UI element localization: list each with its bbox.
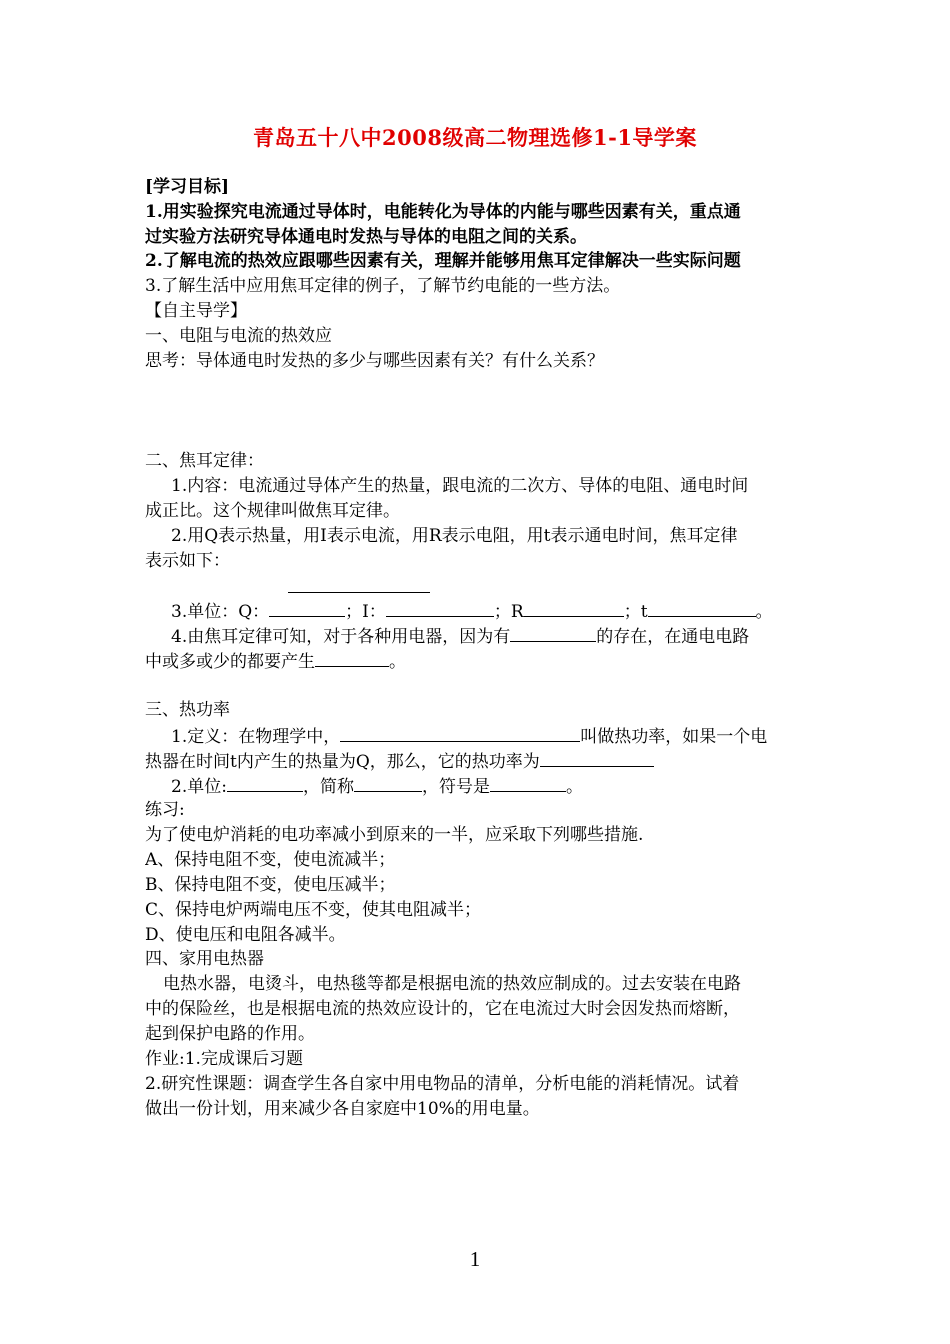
formula-answer-line: [288, 592, 430, 593]
unit-short-blank: [354, 773, 422, 792]
practice-option-d: D、使电压和电阻各减半。: [145, 925, 346, 945]
practice-option-c: C、保持电炉两端电压不变，使其电阻减半；: [145, 900, 482, 920]
inference-b-prefix: 中或多或少的都要产生: [145, 652, 315, 672]
t-unit-blank: [648, 598, 756, 617]
inference-blank-1: [510, 623, 596, 642]
document-title: 青岛五十八中2008级高二物理选修1-1导学案: [253, 125, 697, 150]
section-1-question: 思考：导体通电时发热的多少与哪些因素有关？有什么关系？: [145, 351, 604, 371]
unit-blank: [227, 773, 303, 792]
inference-b-suffix: 。: [389, 652, 406, 672]
def-b-prefix: 热器在时间t内产生的热量为Q，那么，它的热功率为: [145, 752, 540, 772]
self-study-heading: 【自主导学】: [145, 301, 247, 321]
unit-short-label: ，简称: [302, 777, 354, 797]
heat-power-def-line-b: [145, 748, 815, 775]
r-unit-blank: [524, 598, 624, 617]
unit-prefix: 2.单位:: [171, 777, 227, 797]
joule-content-line-a: 1.内容：电流通过导体产生的热量，跟电流的二次方、导体的电阻、通电时间: [171, 476, 749, 496]
inference-prefix: 4.由焦耳定律可知，对于各种用电器，因为有: [171, 627, 511, 647]
def-blank: [340, 723, 580, 742]
joule-inference-line-a: [145, 623, 841, 650]
page-number: 1: [469, 1247, 481, 1271]
inference-suffix: 的存在，在通电电路: [596, 627, 750, 647]
appliances-para-line-c: 起到保护电路的作用。: [145, 1024, 315, 1044]
heat-power-formula-blank: [540, 748, 654, 767]
def-suffix: 叫做热功率，如果一个电: [580, 727, 768, 747]
objective-3: 3.了解生活中应用焦耳定律的例子，了解节约电能的一些方法。: [145, 276, 621, 296]
practice-option-a: A、保持电阻不变，使电流减半；: [145, 850, 396, 870]
heat-power-unit-line: [145, 773, 841, 800]
unit-symbol-label: ，符号是: [421, 777, 490, 797]
i-unit-blank: [386, 598, 494, 617]
practice-question: 为了使电炉消耗的电功率减小到原来的一半，应采取下列哪些措施.: [145, 825, 644, 845]
unit-end: 。: [565, 777, 583, 797]
def-prefix: 1.定义：在物理学中，: [171, 727, 341, 747]
section-2-title: 二、焦耳定律：: [145, 451, 264, 471]
appliances-para-line-b: 中的保险丝，也是根据电流的热效应设计的，它在电流过大时会因发热而熔断，: [145, 999, 740, 1019]
units-prefix: 3.单位：Q：: [171, 602, 270, 622]
joule-formula-line-a: 2.用Q表示热量，用I表示电流，用R表示电阻，用t表示通电时间，焦耳定律: [171, 526, 738, 546]
joule-formula-line-b: 表示如下：: [145, 551, 230, 571]
joule-content-line-b: 成正比。这个规律叫做焦耳定律。: [145, 501, 400, 521]
appliances-para-line-a: 电热水器，电烫斗，电热毯等都是根据电流的热效应制成的。过去安装在电路: [163, 974, 741, 994]
units-sep-i: ；I：: [345, 602, 386, 622]
heat-power-def-line-a: [145, 723, 841, 750]
q-unit-blank: [269, 598, 345, 617]
objectives-heading: [学习目标]: [145, 177, 230, 197]
unit-symbol-blank: [490, 773, 566, 792]
section-3-title: 三、热功率: [145, 700, 230, 720]
joule-units-line: [145, 598, 841, 625]
objective-1-line-a: 1.用实验探究电流通过导体时，电能转化为导体的内能与哪些因素有关，重点通: [145, 202, 741, 222]
homework-line-2a: 2.研究性课题：调查学生各自家中用电物品的清单，分析电能的消耗情况。试着: [145, 1074, 740, 1094]
section-4-title: 四、家用电热器: [145, 949, 264, 969]
joule-inference-line-b: [145, 648, 815, 675]
units-sep-r: ；R: [493, 602, 524, 622]
section-1-title: 一、电阻与电流的热效应: [145, 326, 332, 346]
units-end: 。: [755, 602, 773, 622]
inference-blank-2: [315, 648, 389, 667]
objective-1-line-b: 过实验方法研究导体通电时发热与导体的电阻之间的关系。: [145, 227, 587, 247]
practice-heading: 练习:: [145, 800, 185, 820]
objective-2: 2.了解电流的热效应跟哪些因素有关，理解并能够用焦耳定律解决一些实际问题: [145, 251, 741, 271]
homework-line-1: 作业:1.完成课后习题: [145, 1049, 303, 1069]
practice-option-b: B、保持电阻不变，使电压减半；: [145, 875, 396, 895]
units-sep-t: ；t: [623, 602, 648, 622]
homework-line-2b: 做出一份计划，用来减少各自家庭中10%的用电量。: [145, 1099, 540, 1119]
